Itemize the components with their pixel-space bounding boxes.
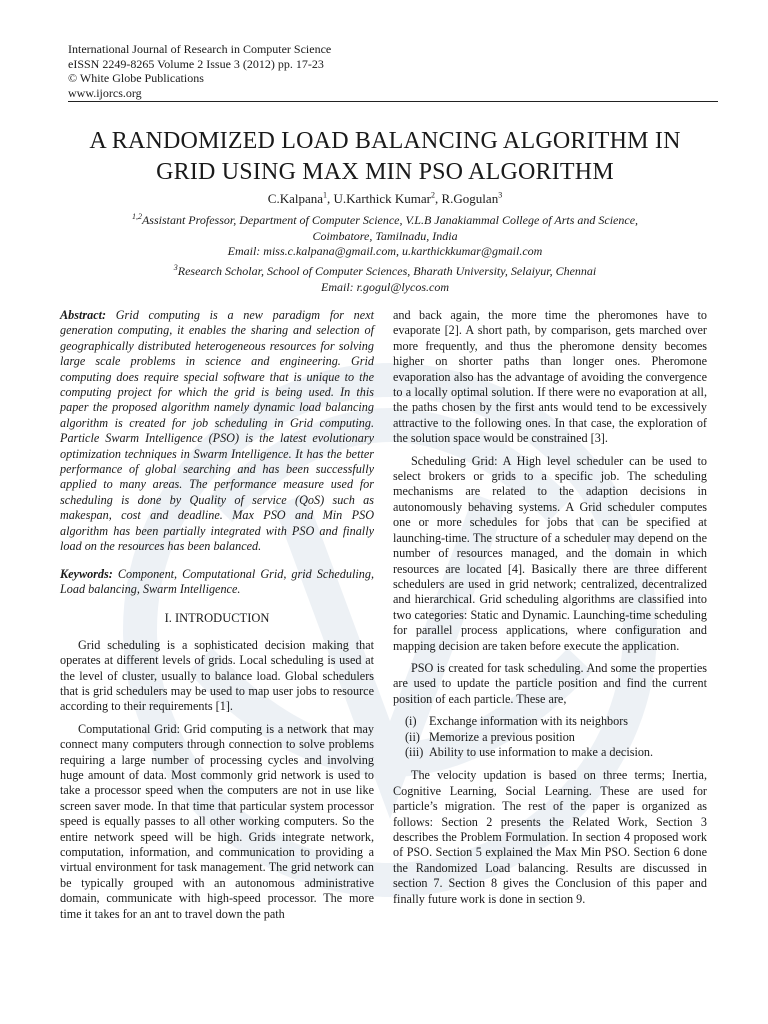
list-item xyxy=(405,730,707,745)
right-paragraph-1: and back again, the more time the pheromones have to evaporate [2]. A short path, by comparison, gets marched over more frequently, and thus the pheromone density becomes higher on shorter paths than longer ones. Pheromone evaporation also has the advantage of avoiding the convergence to a locally optimal solution. If there were no evaporation at all, the paths chosen by the first ants would tend to be excessively attractive to the following ones. In that case, the exploration of the solution space would be constrained [3]. xyxy=(393,308,707,446)
list-item xyxy=(405,745,707,760)
affiliation-2-line-1: Research Scholar, School of Computer Sciences, Bharath University, Selaiyur, Chennai xyxy=(177,264,597,278)
pso-properties-list xyxy=(405,714,707,760)
publisher-line: © White Globe Publications xyxy=(68,71,204,85)
affiliation-1-marker: 1,2 xyxy=(131,212,142,221)
affiliation-1-line-2: Coimbatore, Tamilnadu, India xyxy=(312,228,458,243)
header-divider xyxy=(68,101,718,102)
right-paragraph-2: Scheduling Grid: A High level scheduler can be used to select brokers or grids to a specific job. The scheduling mechanisms are related to the adaption decisions in autonomously behaving systems. A Grid scheduler computes one or more schedules for jobs that can be specified at launching-time. The structure of a scheduler may depend on the number of resources managed, and the domain in which resources are located [4]. Basically there are three different schedulers are used in grid network; centralized, decentralized and hierarchical. Grid scheduling algorithms are classified into two categories: Static and Dynamic. Launching-time scheduling for parallel process applications, where configuration and mapping decision are taken before execute the application. xyxy=(393,453,707,653)
section-heading-introduction: I. INTRODUCTION xyxy=(164,611,270,626)
abstract-text: Grid computing is a new paradigm for next generation computing, it enables the sharing and selection of geographically distributed heterogeneous resources for solving large scale problems in science and engineering. Grid computing does require special software that is unique to the computing project for which the grid is being used. In this paper the proposed algorithm namely dynamic load balancing algorithm is created for job scheduling in Grid computing. Particle Swarm Intelligence (PSO) is the latest evolutionary optimization techniques in Swarm Intelligence. It has the better performance of global searching and has been successfully applied to many areas. The performance measure used for scheduling is done by Quality of service (QoS) such as makespan, cost and deadline. Max PSO and Min PSO algorithm has been partially integrated with PSO and finally load on the resources has been balanced. xyxy=(60,308,374,554)
keywords xyxy=(60,567,374,598)
right-column xyxy=(393,308,707,914)
affiliation-2 xyxy=(60,264,710,295)
abstract xyxy=(60,308,374,555)
list-item-text: Ability to use information to make a decision. xyxy=(429,744,654,759)
affiliation-1 xyxy=(60,213,710,260)
author-3-marker: 3 xyxy=(498,190,503,200)
journal-url[interactable]: www.ijorcs.org xyxy=(68,85,142,100)
author-2: U.Karthick Kumar xyxy=(333,191,431,206)
list-item-text: Memorize a previous position xyxy=(429,729,575,744)
author-3: R.Gogulan xyxy=(441,191,499,206)
affiliation-1-line-1: Assistant Professor, Department of Computer Science, V.L.B Janakiammal College of Arts and Science, xyxy=(141,213,639,227)
title-line-1: A RANDOMIZED LOAD BALANCING ALGORITHM IN xyxy=(89,128,681,154)
journal-name: International Journal of Research in Computer Science xyxy=(68,42,332,56)
affiliation-2-marker: 3 xyxy=(173,263,178,272)
author-1-marker: 1 xyxy=(323,190,328,200)
intro-paragraph-2: Computational Grid: Grid computing is a network that may connect many computers through connection to solve problems requiring a large number of processing cycles and involving huge amount of data. Most commonly grid network is used to take a processor speed when the computers are not in use like screen saver mode. In that time that particular system processor speed is equally passes to all other working computers. So the entire network speed will be high. Grids integrate network, computation, information, and communication to providing a virtual environment for task management. The grid network can be typically grouped with an autonomous administrative domain, communicate with high-speed processor. The more time it takes for an ant to travel down the path xyxy=(60,721,374,921)
author-list: C.Kalpana$^1$, U.Karthick Kumar$^2$, R.Gogulan$^3$ xyxy=(267,190,503,206)
keywords-label: Keywords: xyxy=(60,566,113,581)
list-item-marker: (iii) xyxy=(405,744,424,759)
keywords-text: Component, Computational Grid, grid Scheduling, Load balancing, Swarm Intelligence. xyxy=(60,566,374,596)
affiliation-1-email: Email: miss.c.kalpana@gmail.com, u.karthickkumar@gmail.com xyxy=(227,244,543,258)
right-paragraph-3: PSO is created for task scheduling. And some the properties are used to update the particle position and find the current position of each particle. These are, xyxy=(393,660,707,706)
list-item-marker: (i) xyxy=(405,714,417,729)
list-item-marker: (ii) xyxy=(405,729,420,744)
author-1: C.Kalpana xyxy=(267,191,324,206)
intro-paragraph-1: Grid scheduling is a sophisticated decision making that operates at different levels of grids. Local scheduling is used at the level of cluster, usually to balance load. Global schedulers that is grid schedulers may be used to map user jobs to resource according to their requirements [1]. xyxy=(60,637,374,714)
abstract-label: Abstract: xyxy=(60,308,107,322)
journal-issn: eISSN 2249-8265 Volume 2 Issue 3 (2012) pp. 17-23 xyxy=(68,56,324,71)
author-2-marker: 2 xyxy=(431,190,435,200)
journal-header xyxy=(68,42,718,100)
list-item xyxy=(405,714,707,729)
title-line-2: GRID USING MAX MIN PSO ALGORITHM xyxy=(156,159,614,185)
paper-title xyxy=(30,126,740,188)
right-paragraph-4: The velocity updation is based on three terms; Inertia, Cognitive Learning, Social Learning. These are used for particle’s migration. The rest of the paper is organized as follows: Section 2 presents the Related Work, Section 3 describes the Problem Formulation. In section 4 proposed work of PSO. Section 5 explained the Max Min PSO. Section 6 done the Randomized Load balancing. Results are discussed in section 7. Section 8 gives the Conclusion of this paper and finally future work is done in section 9. xyxy=(393,768,707,906)
affiliation-2-email: Email: r.gogul@lycos.com xyxy=(320,279,450,294)
list-item-text: Exchange information with its neighbors xyxy=(429,714,629,729)
left-column xyxy=(60,308,374,929)
